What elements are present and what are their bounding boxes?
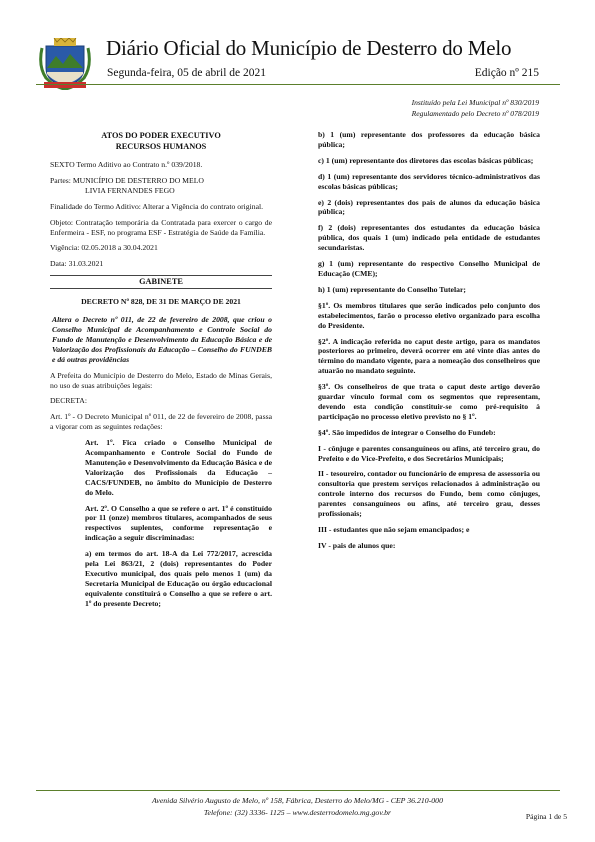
footer-rule [36, 790, 560, 791]
paragraph-3: §3º. Os conselheiros de que trata o caput deste artigo deverão guardar vínculo formal com os segmentos que representam, devendo esta condição constituir-se como pré-requisito à participação no processo eletivo previsto no § 1º. [318, 382, 540, 421]
paragraph-1: §1º. Os membros titulares que serão indicados pelo conjunto dos estabelecimentos, farão o processo eletivo organizado para escolha do Presidente. [318, 300, 540, 330]
paragraph-2: §2º. A indicação referida no caput deste artigo, para os mandatos posteriores ao primeiro, deverá ocorrer em até vinte dias antes do término do mandato vigente, para a nomeação dos conselheiros que atuarão no mandato seguinte. [318, 336, 540, 376]
footer-contact: Telefone: (32) 3336- 1125 – www.desterrodomelo.mg.gov.br [203, 808, 392, 817]
contract-purpose: Finalidade do Termo Aditivo: Alterar a Vigência do contrato original. [50, 201, 264, 211]
institution-law: Instituído pela Lei Municipal nº 830/2019 [411, 98, 539, 107]
edition-number: Edição nº 215 [474, 67, 539, 79]
institution-decree: Regulamentado pelo Decreto nº 078/2019 [411, 109, 539, 118]
municipal-crest-icon [36, 38, 94, 90]
left-column [50, 130, 272, 615]
right-column [318, 130, 540, 557]
contract-parties: Partes: MUNICÍPIO DE DESTERRO DO MELO [50, 175, 204, 185]
item-f: f) 2 (dois) representantes dos estudantes da educação básica pública, dos quais 1 (um) indicado pela entidade de estudantes secundaristas. [318, 223, 540, 253]
page-number: Página 1 de 5 [525, 812, 567, 821]
item-c: c) 1 (um) representante dos diretores das escolas básicas públicas; [318, 155, 534, 165]
item-g: g) 1 (um) representante do respectivo Conselho Municipal de Educação (CME); [318, 259, 540, 278]
item-e: e) 2 (dois) representantes dos pais de alunos da educação básica pública; [318, 197, 540, 217]
decree-preamble: A Prefeita do Município de Desterro do Melo, Estado de Minas Gerais, no uso de suas atribuições legais: [50, 370, 272, 390]
art2-text: Art. 2º. O Conselho a que se refere o art. 1º é constituído por 11 (onze) membros titulares, acompanhados de seus respectivos suplentes, conforme representação e indicação a seguir discriminadas: [85, 503, 272, 543]
decree-decreta: DECRETA: [50, 396, 87, 406]
impediment-iv: IV - pais de alunos que: [318, 540, 396, 550]
item-h: h) 1 (um) representante do Conselho Tutelar; [318, 284, 466, 294]
decree-title: DECRETO Nº 828, DE 31 DE MARÇO DE 2021 [81, 297, 241, 307]
item-a: a) em termos do art. 18-A da Lei 772/2017, acrescida pela Lei 863/21, 2 (dois) representantes do Poder Executivo municipal, dos quais pelo menos 1 (um) da Secretaria Municipal de Educação ou órgão educacional equivalente constituirá o Conselho a que se refere o art. 1º do presente Decreto; [85, 549, 272, 608]
item-b: b) 1 (um) representante dos professores da educação básica pública; [318, 130, 540, 149]
header-rule [36, 84, 560, 85]
item-d: d) 1 (um) representante dos servidores técnico-administrativos das escolas básicas públicas; [318, 171, 540, 191]
decree-ementa: Altera o Decreto nº 011, de 22 de fevereiro de 2008, que criou o Conselho Municipal de Acompanhamento e Controle Social do Fundo de Manutenção e Desenvolvimento da Educação Básica e de Valorização dos Profissionais da Educação – Conselho do FUNDEB e dá outras providências [52, 315, 272, 364]
contract-title: SEXTO Termo Aditivo ao Contrato n.º 039/2018. [50, 160, 203, 169]
subsection-heading: RECURSOS HUMANOS [115, 142, 207, 151]
section-heading: ATOS DO PODER EXECUTIVO [101, 131, 221, 140]
impediment-ii: II - tesoureiro, contador ou funcionário de empresa de assessoria ou consultoria que prestem serviços relacionados à administração ou controle interno dos recursos do Fundo, bem como cônjuges, parentes consanguíneos ou afins, até terceiro grau, desses profissionais; [318, 469, 540, 519]
contract-date: Data: 31.03.2021 [50, 259, 104, 269]
contract-validity: Vigência: 02.05.2018 a 30.04.2021 [50, 243, 158, 253]
issue-date: Segunda-feira, 05 de abril de 2021 [107, 67, 267, 79]
footer-address: Avenida Silvério Augusto de Melo, nº 158, Fábrica, Desterro do Melo/MG - CEP 36.210-000 [152, 796, 443, 805]
gabinete-heading: GABINETE [50, 275, 272, 289]
contract-party-2: LIVIA FERNANDES FEGO [85, 185, 175, 195]
art1-text: Art. 1º. Fica criado o Conselho Municipal de Acompanhamento e Controle Social do Fundo de Manutenção e Desenvolvimento da Educação Básica e de Valorização dos Profissionais da Educação – CACS/FUNDEB, no âmbito do Município de Desterro do Melo. [85, 438, 272, 497]
paragraph-4: §4º. São impedidos de integrar o Conselho do Fundeb: [318, 427, 496, 437]
impediment-iii: III - estudantes que não sejam emancipados; e [318, 525, 470, 534]
impediment-i: I - cônjuge e parentes consanguíneos ou afins, até terceiro grau, do Prefeito e do Vice-Prefeito, e dos Secretários Municipais; [318, 443, 540, 463]
decree-art-1: Art. 1º - O Decreto Municipal nº 011, de 22 de fevereiro de 2008, passa a vigorar com as seguintes redações: [50, 412, 272, 432]
newspaper-title: Diário Oficial do Município de Desterro do Melo [106, 36, 512, 60]
contract-object: Objeto: Contratação temporária da Contratada para exercer o cargo de Enfermeira - ESF, no programa ESF - Estratégia de Saúde da Família. [50, 217, 272, 237]
